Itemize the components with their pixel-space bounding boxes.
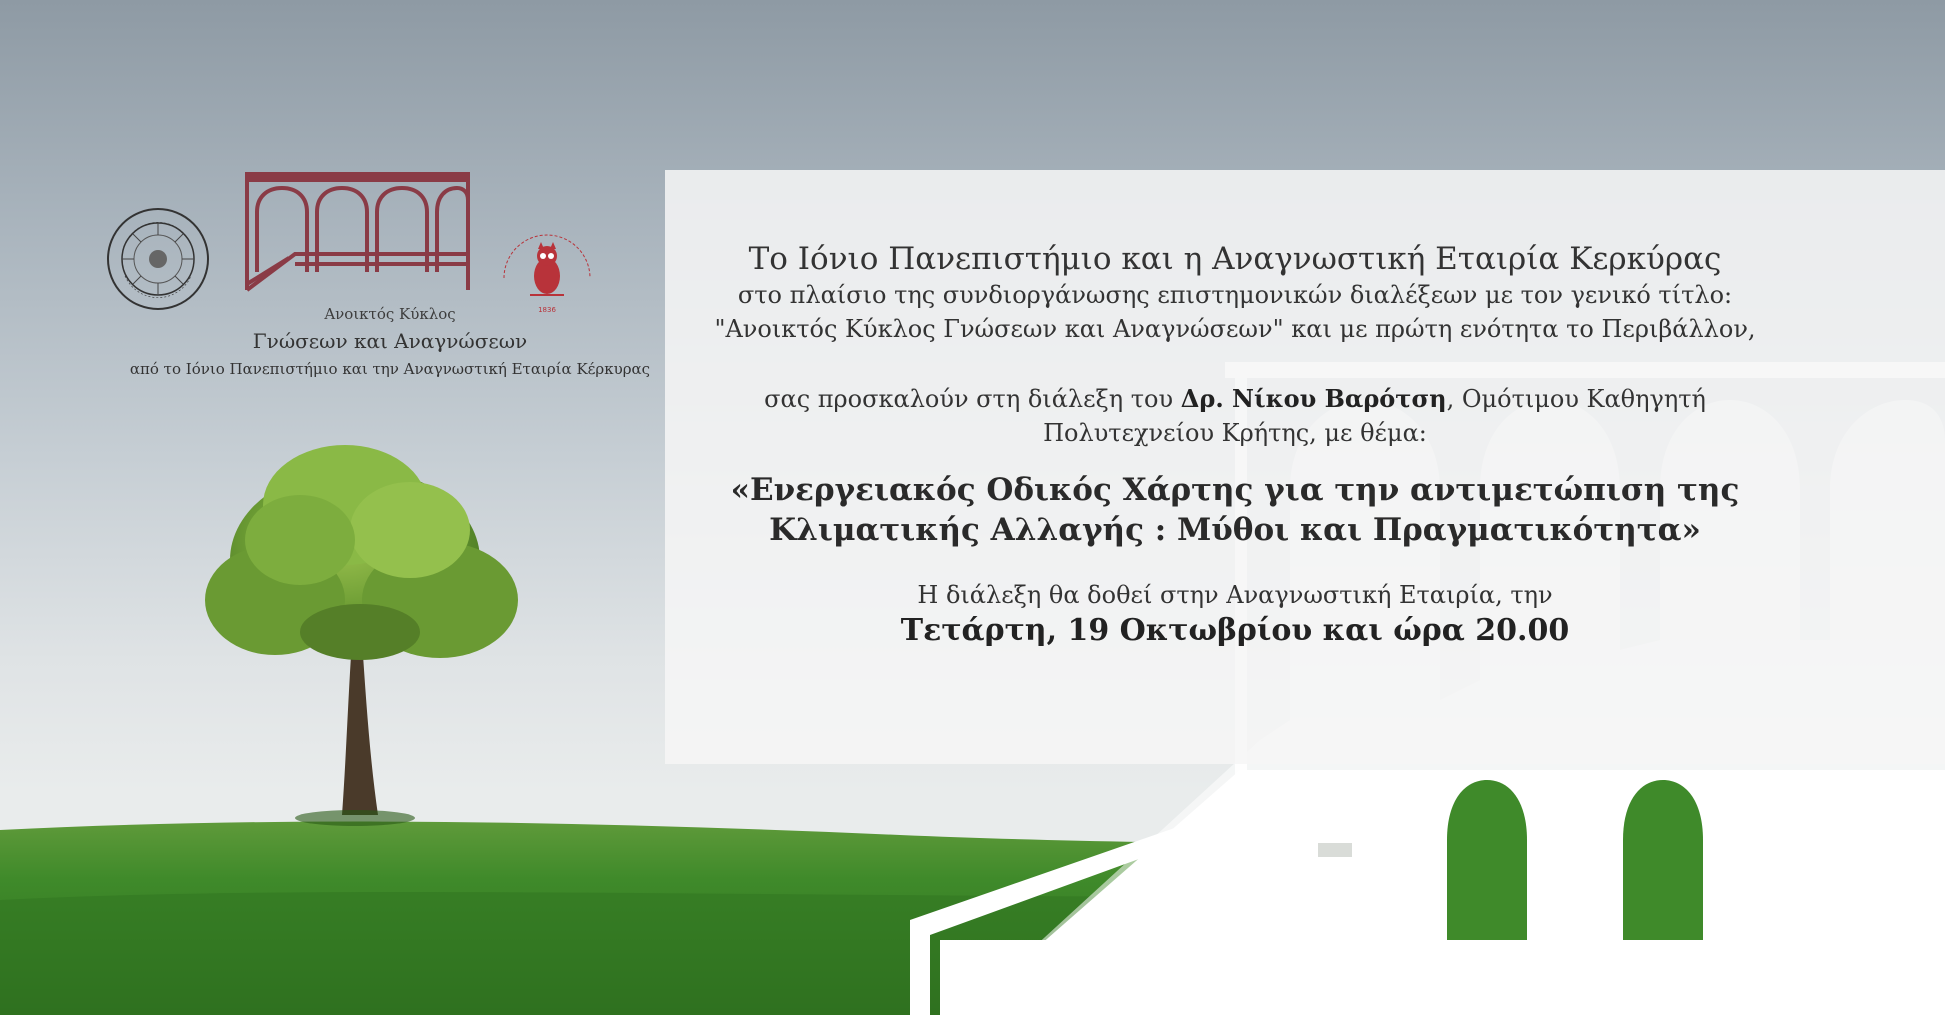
circle-subtitle: Γνώσεων και Αναγνώσεων <box>252 329 528 353</box>
invite-line-1 <box>665 382 1805 416</box>
invite-suffix: , Ομότιμου Καθηγητή <box>1446 385 1706 413</box>
speaker-name: Δρ. Νίκου Βαρότση <box>1180 384 1447 413</box>
tree-illustration <box>205 445 518 826</box>
lecture-topic-line-1: «Ενεργειακός Οδικός Χάρτης για την αντιμετώπιση της <box>730 472 1740 508</box>
lecture-topic-line-2: Κλιματικής Αλλαγής : Μύθοι και Πραγματικότητα» <box>769 512 1701 548</box>
date-line: Τετάρτη, 19 Οκτωβρίου και ώρα 20.00 <box>900 613 1570 648</box>
reading-society-seal-icon <box>492 218 602 328</box>
reading-society-year: 1836 <box>538 306 556 314</box>
context-line-1: στο πλαίσιο της συνδιοργάνωσης επιστημονικών διαλέξεων με τον γενικό τίτλο: <box>737 281 1733 309</box>
open-circle-arches-logo <box>245 172 470 292</box>
venue-line: Η διάλεξη θα δοθεί στην Αναγνωστική Εταιρία, την <box>917 581 1553 609</box>
invitation-heading: Το Ιόνιο Πανεπιστήμιο και η Αναγνωστική Εταιρία Κερκύρας <box>748 241 1722 277</box>
invite-line-2: Πολυτεχνείου Κρήτης, με θέμα: <box>1043 419 1427 447</box>
invite-prefix: σας προσκαλούν στη διάλεξη του <box>764 385 1174 413</box>
invitation-text <box>665 170 1805 764</box>
context-line-2: "Ανοικτός Κύκλος Γνώσεων και Αναγνώσεων" και με πρώτη ενότητα το Περιβάλλον, <box>714 315 1756 343</box>
organizers-line: από το Ιόνιο Πανεπιστήμιο και την Αναγνωστική Εταιρία Κέρκυρας <box>129 360 651 378</box>
ionian-university-seal-icon <box>103 204 213 314</box>
circle-title: Ανοικτός Κύκλος <box>324 305 456 323</box>
